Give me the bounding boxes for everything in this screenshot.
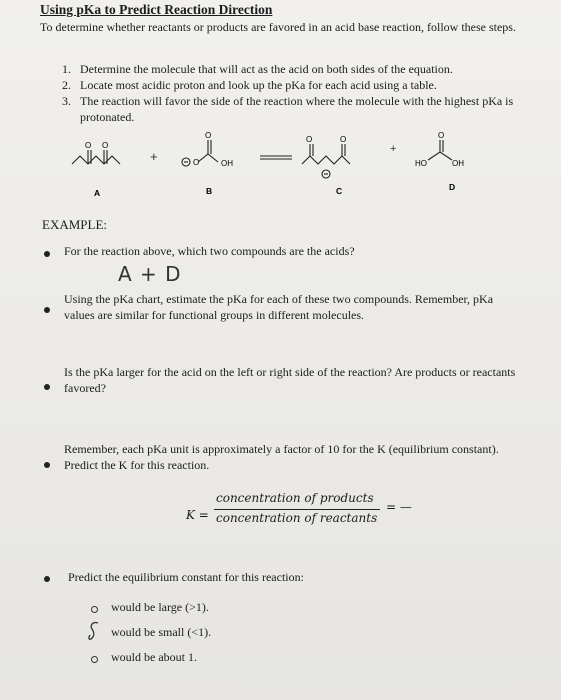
compound-label-c: C bbox=[336, 186, 343, 196]
intro-text: To determine whether reactants or products are favored in an acid base reaction, follow these steps. bbox=[40, 20, 516, 34]
handwritten-mark bbox=[86, 620, 102, 642]
compound-d-structure bbox=[428, 140, 452, 160]
step-text: The reaction will favor the side of the reaction where the molecule with the highest pKa is protonated. bbox=[80, 94, 514, 124]
option-circle[interactable] bbox=[91, 606, 98, 613]
bullet bbox=[44, 307, 50, 313]
compound-d-oh: OH bbox=[452, 159, 464, 168]
step-item bbox=[62, 77, 522, 93]
step-text: Determine the molecule that will act as the acid on both sides of the equation. bbox=[80, 62, 453, 76]
step-item bbox=[62, 61, 522, 77]
question-estimate-pka: Using the pKa chart, estimate the pKa for each of these two compounds. Remember, pKa values are similar for functional groups in different molecules. bbox=[64, 292, 494, 322]
compound-b-oxygen: O bbox=[205, 131, 212, 140]
handwritten-answer: A + D bbox=[118, 262, 182, 286]
compound-a-structure bbox=[72, 150, 120, 164]
compound-a-oxygen: O bbox=[102, 141, 109, 150]
compound-b-oxygen: O bbox=[193, 158, 200, 167]
bullet bbox=[44, 251, 50, 257]
question-pka-larger: Is the pKa larger for the acid on the left or right side of the reaction? Are products or reactants favored? bbox=[64, 365, 516, 395]
bullet bbox=[44, 576, 50, 582]
compound-a-oxygen: O bbox=[85, 141, 92, 150]
formula-rhs: = — bbox=[386, 500, 412, 514]
plus-sign: + bbox=[150, 149, 158, 164]
step-number: 1. bbox=[62, 62, 71, 76]
example-heading: EXAMPLE: bbox=[42, 217, 107, 232]
step-item bbox=[62, 93, 522, 125]
option-about-one: would be about 1. bbox=[111, 650, 197, 664]
fraction-bar bbox=[214, 509, 380, 510]
formula-lhs: K = bbox=[186, 508, 209, 522]
question-equilibrium-constant: Predict the equilibrium constant for this reaction: bbox=[68, 570, 304, 584]
compound-d-oxygen: O bbox=[438, 131, 445, 140]
compound-label-a: A bbox=[94, 188, 101, 198]
compound-b-oh: OH bbox=[221, 159, 233, 168]
bullet bbox=[44, 384, 50, 390]
step-text: Locate most acidic proton and look up the pKa for each acid using a table. bbox=[80, 78, 437, 92]
option-small: would be small (<1). bbox=[111, 625, 212, 639]
page-title: Using pKa to Predict Reaction Direction bbox=[40, 2, 273, 17]
compound-label-d: D bbox=[449, 182, 456, 192]
reaction-scheme bbox=[0, 128, 561, 200]
bullet bbox=[44, 462, 50, 468]
equilibrium-arrow bbox=[260, 156, 292, 159]
step-number: 3. bbox=[62, 94, 71, 108]
formula-denominator: concentration of reactants bbox=[216, 511, 378, 525]
steps-list bbox=[62, 61, 522, 125]
compound-c-oxygen: O bbox=[340, 135, 347, 144]
formula-numerator: concentration of products bbox=[216, 491, 374, 505]
option-large: would be large (>1). bbox=[111, 600, 209, 614]
option-circle[interactable] bbox=[91, 656, 98, 663]
plus-sign: + bbox=[390, 143, 397, 155]
compound-c-oxygen: O bbox=[306, 135, 313, 144]
question-predict-k: Remember, each pKa unit is approximately a factor of 10 for the K (equilibrium constant). Predict the K for this reaction. bbox=[64, 442, 499, 472]
compound-d-ho: HO bbox=[415, 159, 427, 168]
compound-c-structure bbox=[302, 144, 350, 178]
compound-b-structure bbox=[182, 140, 218, 166]
step-number: 2. bbox=[62, 78, 71, 92]
question-acids: For the reaction above, which two compounds are the acids? bbox=[64, 244, 355, 258]
compound-label-b: B bbox=[206, 186, 213, 196]
